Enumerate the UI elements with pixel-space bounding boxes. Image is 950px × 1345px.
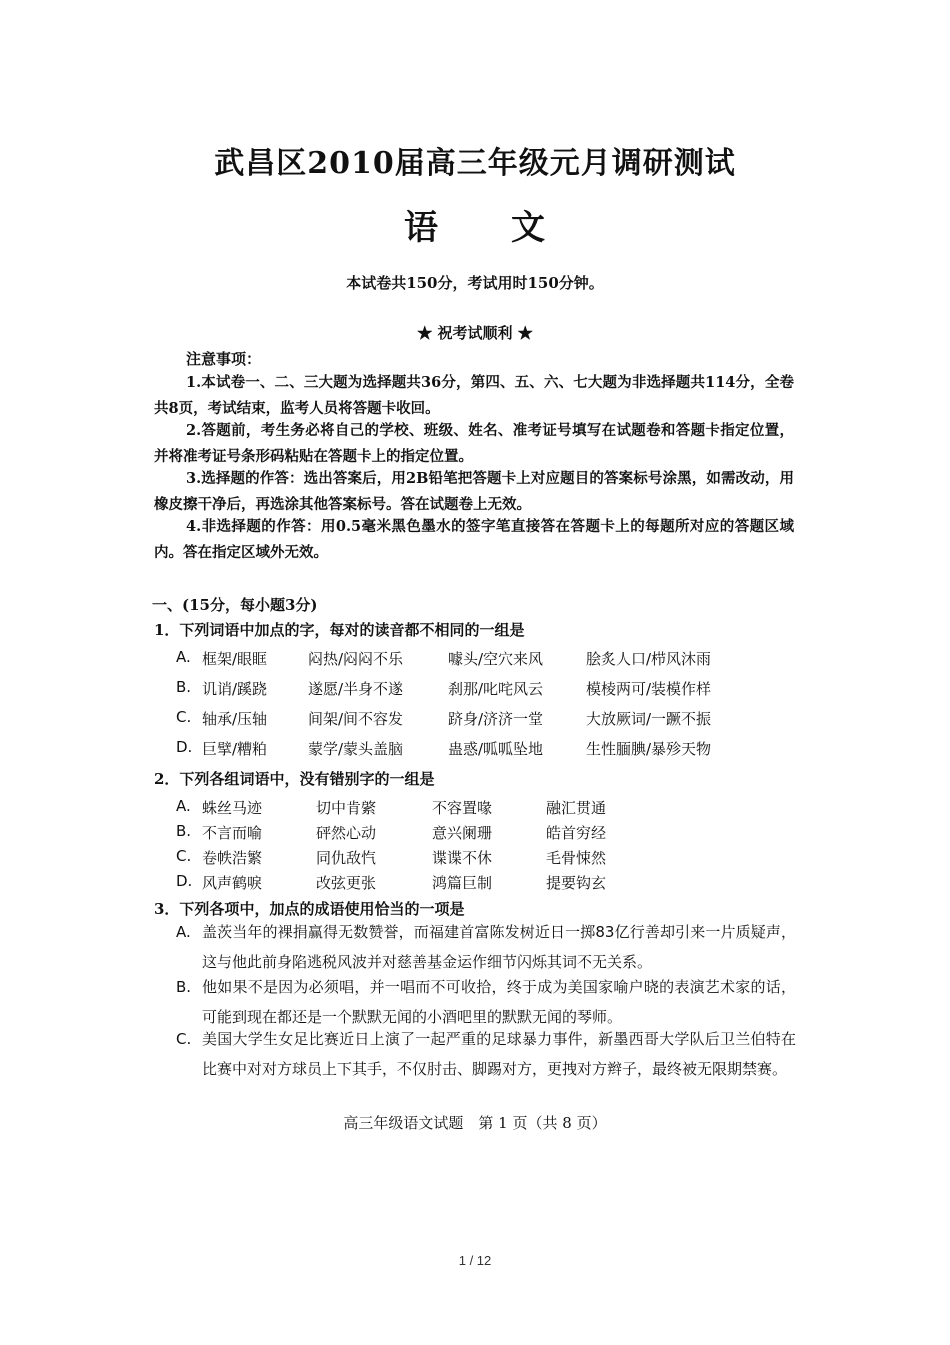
option-item: 脍炙人口/栉风沐雨 [586, 650, 712, 668]
option-label: A. [176, 923, 191, 941]
option-item: 卷帙浩繁 [202, 849, 263, 867]
subject-title [0, 200, 950, 249]
exam-title: 武昌区2010届高三年级元月调研测试 [214, 146, 736, 181]
option-item: 改弦更张 [316, 874, 377, 892]
option-item: 蛛丝马迹 [202, 799, 263, 817]
subject-char-2: 文 [511, 208, 546, 248]
option-item: 大放厥词/一蹶不振 [586, 710, 712, 728]
option-label: B. [176, 978, 192, 996]
option-item: 鸿篇巨制 [432, 874, 493, 892]
option-item: 跻身/济济一堂 [448, 710, 544, 728]
subject-char-1: 语 [404, 208, 439, 248]
option-item: 间架/间不容发 [308, 710, 404, 728]
option-label: A. [176, 648, 191, 666]
option-item: 巨擘/糟粕 [202, 740, 268, 758]
option-item: 闷热/闷闷不乐 [308, 650, 404, 668]
option-item: 意兴阑珊 [432, 824, 493, 842]
option-item: 不言而喻 [202, 824, 263, 842]
option-item: 生性腼腆/暴殄天物 [586, 740, 712, 758]
question-1-stem: 1．下列词语中加点的字，每对的读音都不相同的一组是 [154, 621, 525, 639]
note-item-2: 2.答题前，考生务必将自己的学校、班级、姓名、准考证号填写在试题卷和答题卡指定位置，并将准考证号条形码粘贴在答题卡上的指定位置。 [154, 422, 794, 465]
option-label: B. [176, 678, 192, 696]
option-item: 框架/眼眶 [202, 650, 268, 668]
section-heading: 一、(15分，每小题3分) [152, 596, 318, 614]
question-3-stem: 3．下列各项中，加点的成语使用恰当的一项是 [154, 900, 465, 918]
option-label: C. [176, 1030, 192, 1048]
option-item: 融汇贯通 [546, 799, 607, 817]
q3-option-b [176, 972, 796, 1032]
option-item: 讥诮/蹊跷 [202, 680, 268, 698]
option-item: 谍谍不休 [432, 849, 493, 867]
option-item: 砰然心动 [316, 824, 377, 842]
exam-wish: ★ 祝考试顺利 ★ [417, 324, 533, 342]
option-item: 噱头/空穴来风 [448, 650, 544, 668]
page-footer: 高三年级语文试题 第 1 页（共 8 页） [343, 1114, 607, 1132]
note-item-3: 3.选择题的作答：选出答案后，用2B铅笔把答题卡上对应题目的答案标号涂黑，如需改动，用橡皮擦干净后，再选涂其他答案标号。答在试题卷上无效。 [154, 470, 794, 513]
option-item: 毛骨悚然 [546, 849, 607, 867]
q3-option-c [176, 1024, 796, 1084]
option-label: D. [176, 738, 193, 756]
option-label: D. [176, 872, 193, 890]
option-item: 刹那/叱咤风云 [448, 680, 544, 698]
note-item-4: 4.非选择题的作答：用0.5毫米黑色墨水的签字笔直接答在答题卡上的每题所对应的答题区域内。答在指定区域外无效。 [154, 518, 794, 561]
option-item: 模棱两可/装模作样 [586, 680, 712, 698]
option-item: 切中肯綮 [316, 799, 377, 817]
option-item: 蛊惑/呱呱坠地 [448, 740, 544, 758]
option-item: 提要钩玄 [546, 874, 607, 892]
q3-option-a [176, 917, 796, 977]
option-item: 皓首穷经 [546, 824, 607, 842]
option-text: 美国大学生女足比赛近日上演了一起严重的足球暴力事件，新墨西哥大学队后卫兰伯特在比赛中对对方球员上下其手，不仅肘击、脚踢对方，更拽对方辫子，最终被无限期禁赛。 [202, 1030, 796, 1078]
option-label: C. [176, 847, 192, 865]
notes-heading: 注意事项： [186, 350, 262, 368]
option-item: 蒙学/蒙头盖脑 [308, 740, 404, 758]
exam-info: 本试卷共150分，考试用时150分钟。 [346, 274, 604, 292]
note-item-1: 1.本试卷一、二、三大题为选择题共36分，第四、五、六、七大题为非选择题共114分，全卷共8页，考试结束，监考人员将答题卡收回。 [154, 374, 794, 417]
option-text: 盖茨当年的裸捐赢得无数赞誉，而福建首富陈发树近日一掷83亿行善却引来一片质疑声，这与他此前身陷逃税风波并对慈善基金运作细节闪烁其词不无关系。 [202, 923, 796, 971]
option-label: C. [176, 708, 192, 726]
option-item: 遂愿/半身不遂 [308, 680, 404, 698]
option-item: 不容置喙 [432, 799, 493, 817]
question-2-stem: 2．下列各组词语中，没有错别字的一组是 [154, 770, 435, 788]
page-indicator: 1 / 12 [458, 1253, 492, 1268]
option-text: 他如果不是因为必须唱，并一唱而不可收拾，终于成为美国家喻户晓的表演艺术家的话，可能到现在都还是一个默默无闻的小酒吧里的默默无闻的琴师。 [202, 978, 796, 1026]
option-label: B. [176, 822, 192, 840]
option-item: 同仇敌忾 [316, 849, 377, 867]
option-label: A. [176, 797, 191, 815]
option-item: 风声鹤唳 [202, 874, 263, 892]
option-item: 轴承/压轴 [202, 710, 268, 728]
